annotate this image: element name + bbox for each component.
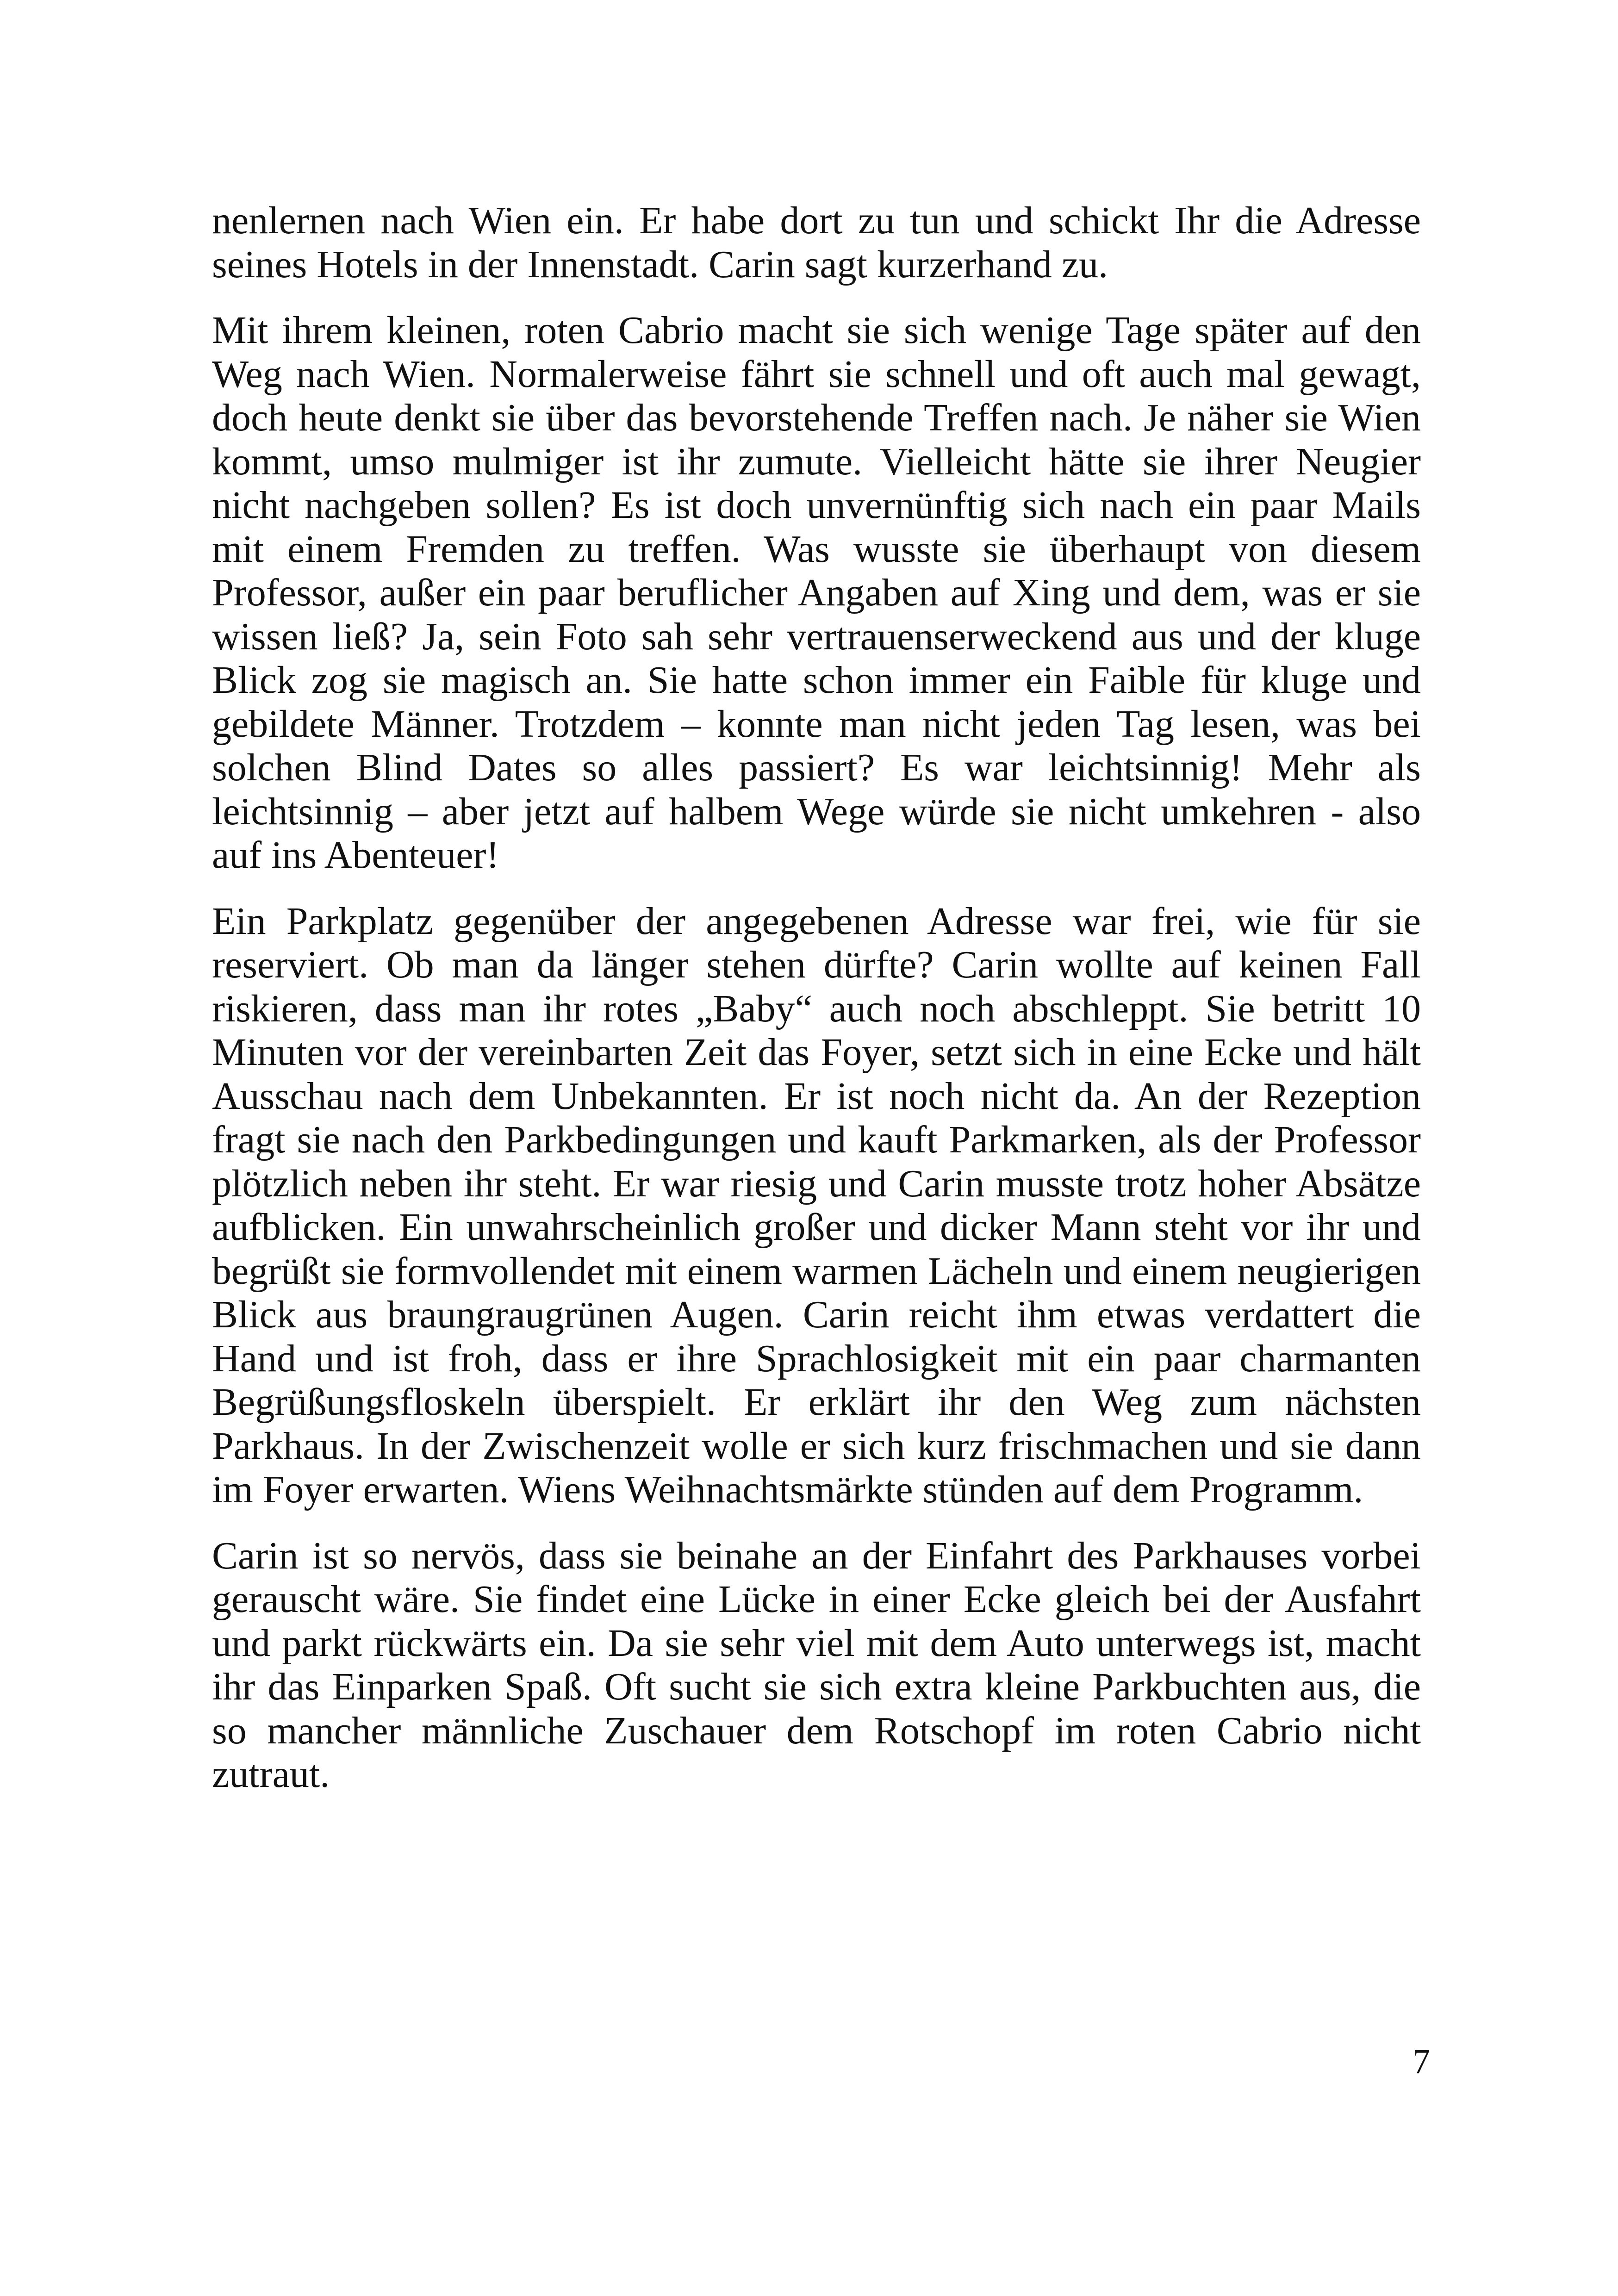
paragraph-3: Ein Parkplatz gegenüber der angegebenen Adresse war frei, wie für sie reserviert. Ob man da länger stehen dürfte? Carin wollte auf keinen Fall riskieren, dass man ihr rotes „Baby“ auch noch abschleppt. Sie betritt 10 Minuten vor der vereinbarten Zeit das Foyer, setzt sich in eine Ecke und hält Ausschau nach dem Unbekannten. Er ist noch nicht da. An der Rezeption fragt sie nach den Parkbedingungen und kauft Parkmarken, als der Professor plötzlich neben ihr steht. Er war riesig und Carin musste trotz hoher Absätze aufblicken. Ein unwahrscheinlich großer und dicker Mann steht vor ihr und begrüßt sie formvollendet mit einem warmen Lächeln und einem neugierigen Blick aus braungraugrünen Augen. Carin reicht ihm etwas verdattert die Hand und ist froh, dass er ihre Sprachlosigkeit mit ein paar charmanten Begrüßungsfloskeln überspielt. Er erklärt ihr den Weg zum nächsten Parkhaus. In der Zwischenzeit wolle er sich kurz frischmachen und sie dann im Foyer erwarten. Wiens Weihnachtsmärkte stünden auf dem Programm.: [212, 899, 1421, 1511]
paragraph-4: Carin ist so nervös, dass sie beinahe an der Einfahrt des Parkhauses vorbei gerauscht wäre. Sie findet eine Lücke in einer Ecke gleich bei der Ausfahrt und parkt rückwärts ein. Da sie sehr viel mit dem Auto unterwegs ist, macht ihr das Einparken Spaß. Oft sucht sie sich extra kleine Parkbuchten aus, die so mancher männliche Zuschauer dem Rotschopf im roten Cabrio nicht zutraut.: [212, 1534, 1421, 1796]
paragraph-1: nenlernen nach Wien ein. Er habe dort zu tun und schickt Ihr die Adresse seines Hotels in der Innenstadt. Carin sagt kurzerhand zu.: [212, 199, 1421, 286]
paragraph-2: Mit ihrem kleinen, roten Cabrio macht sie sich wenige Tage später auf den Weg nach Wien. Normalerweise fährt sie schnell und oft auch mal gewagt, doch heute denkt sie über das bevorstehende Treffen nach. Je näher sie Wien kommt, umso mulmiger ist ihr zumute. Vielleicht hätte sie ihrer Neugier nicht nachgeben sollen? Es ist doch unvernünftig sich nach ein paar Mails mit einem Fremden zu treffen. Was wusste sie überhaupt von diesem Professor, außer ein paar beruflicher Angaben auf Xing und dem, was er sie wissen ließ? Ja, sein Foto sah sehr vertrauenserweckend aus und der kluge Blick zog sie magisch an. Sie hatte schon immer ein Faible für kluge und gebildete Männer. Trotzdem – konnte man nicht jeden Tag lesen, was bei solchen Blind Dates so alles passiert? Es war leichtsinnig! Mehr als leichtsinnig – aber jetzt auf halbem Wege würde sie nicht umkehren - also auf ins Abenteuer!: [212, 309, 1421, 877]
body-text: [212, 199, 1421, 1819]
page-number: 7: [1413, 2042, 1430, 2081]
